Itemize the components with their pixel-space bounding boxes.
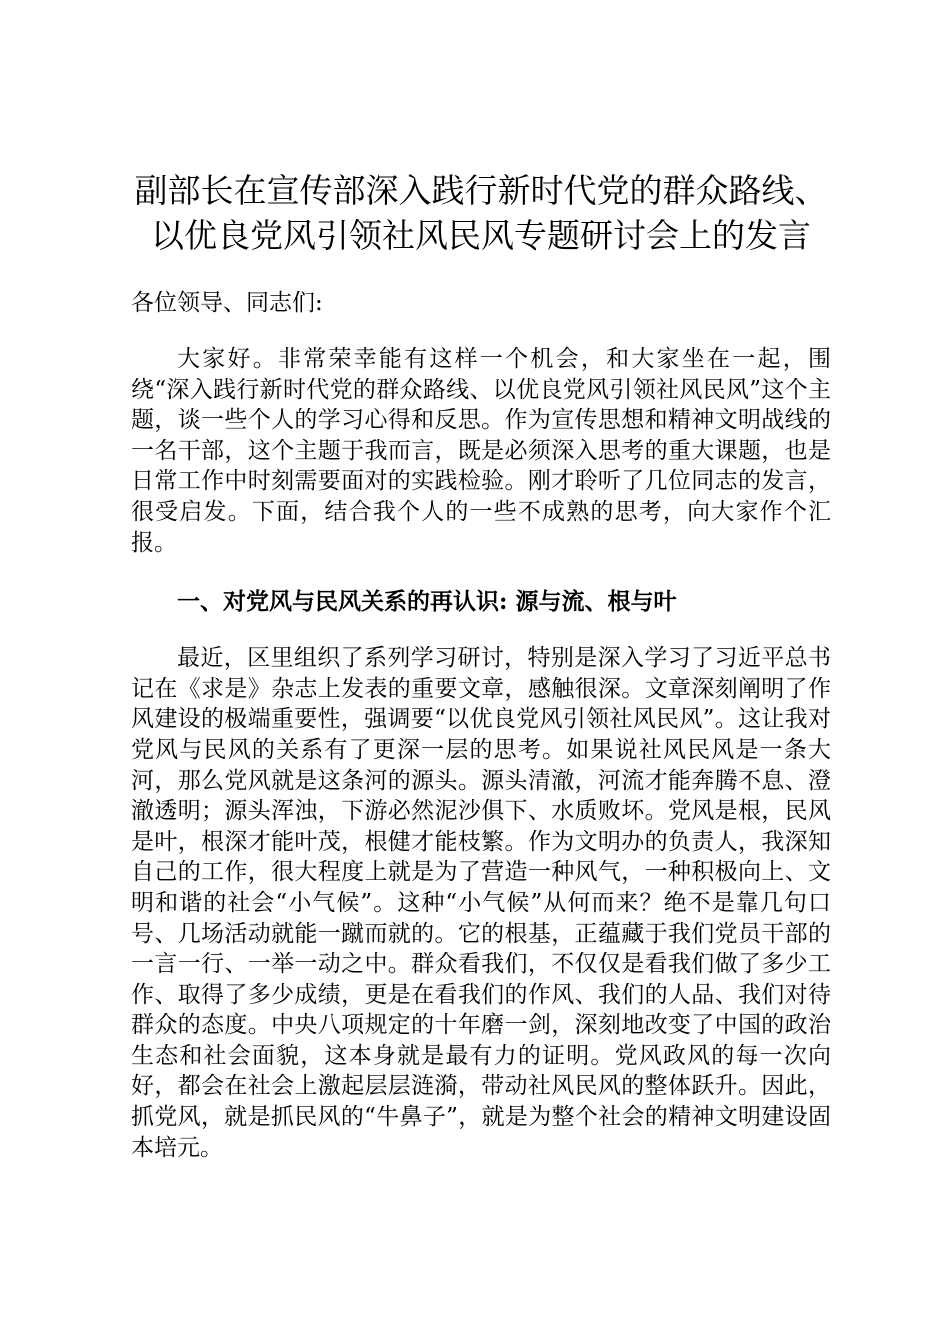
document-title: 副部长在宣传部深入践行新时代党的群众路线、以优良党风引领社风民风专题研讨会上的发言 [134, 171, 828, 255]
document-page [131, 168, 831, 1163]
salutation: 各位领导、同志们: [131, 290, 323, 316]
paragraph-section-1: 最近，区里组织了系列学习研讨，特别是深入学习了习近平总书记在《求是》杂志上发表的重要文章，感触很深。文章深刻阐明了作风建设的极端重要性，强调要“以优良党风引领社风民风”。这让我对党风与民风的关系有了更深一层的思考。如果说社风民风是一条大河，那么党风就是这条河的源头。源头清澈，河流才能奔腾不息、澄澈透明；源头浑浊，下游必然泥沙俱下、水质败坏。党风是根，民风是叶，根深才能叶茂，根健才能枝繁。作为文明办的负责人，我深知自己的工作，很大程度上就是为了营造一种风气，一种积极向上、文明和谐的社会“小气候”。这种“小气候”从何而来？绝不是靠几句口号、几场活动就能一蹴而就的。它的根基，正蕴藏于我们党员干部的一言一行、一举一动之中。群众看我们，不仅仅是看我们做了多少工作、取得了多少成绩，更是在看我们的作风、我们的人品、我们对待群众的态度。中央八项规定的十年磨一剑，深刻地改变了中国的政治生态和社会面貌，这本身就是最有力的证明。党风政风的每一次向好，都会在社会上激起层层涟漪，带动社风民风的整体跃升。因此，抓党风，就是抓民风的“牛鼻子”，就是为整个社会的精神文明建设固本培元。 [131, 645, 831, 1161]
section-heading-1: 一、对党风与民风关系的再认识: 源与流、根与叶 [177, 588, 677, 616]
paragraph-opening: 大家好。非常荣幸能有这样一个机会，和大家坐在一起，围绕“深入践行新时代党的群众路线、以优良党风引领社风民风”这个主题，谈一些个人的学习心得和反思。作为宣传思想和精神文明战线的一名干部，这个主题于我而言，既是必须深入思考的重大课题，也是日常工作中时刻需要面对的实践检验。刚才聆听了几位同志的发言，很受启发。下面，结合我个人的一些不成熟的思考，向大家作个汇报。 [131, 346, 831, 556]
